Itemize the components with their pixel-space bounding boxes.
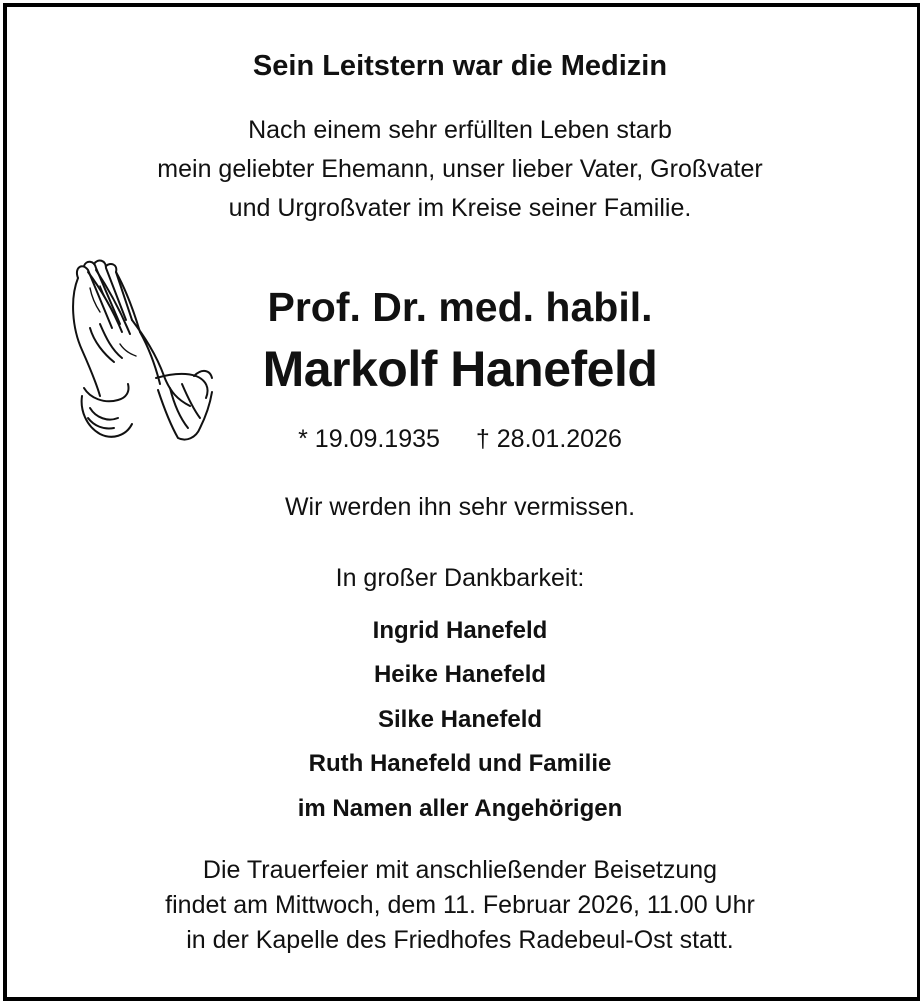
farewell-text: Wir werden ihn sehr vermissen. bbox=[284, 493, 636, 521]
mourner-3: Silke Hanefeld bbox=[377, 706, 543, 733]
funeral-line-1: Die Trauerfeier mit anschließender Beisetzung bbox=[202, 856, 718, 884]
funeral-line-3: in der Kapelle des Friedhofes Radebeul-Ost statt. bbox=[186, 926, 734, 954]
birth-date: * 19.09.1935 bbox=[298, 425, 440, 453]
mourner-2: Heike Hanefeld bbox=[373, 661, 547, 688]
funeral-line-2: findet am Mittwoch, dem 11. Februar 2026, 11.00 Uhr bbox=[165, 891, 755, 919]
intro-line-3: und Urgroßvater im Kreise seiner Familie. bbox=[228, 194, 692, 222]
mourner-5: im Namen aller Angehörigen bbox=[297, 795, 623, 822]
headline: Sein Leitstern war die Medizin bbox=[252, 50, 668, 82]
intro-line-2: mein geliebter Ehemann, unser lieber Vater, Großvater bbox=[157, 155, 763, 183]
mourner-1: Ingrid Hanefeld bbox=[372, 617, 548, 644]
deceased-name: Markolf Hanefeld bbox=[262, 341, 658, 397]
death-date: † 28.01.2026 bbox=[475, 425, 622, 453]
gratitude-label: In großer Dankbarkeit: bbox=[335, 564, 585, 592]
academic-title: Prof. Dr. med. habil. bbox=[267, 284, 653, 330]
life-dates bbox=[0, 425, 920, 454]
intro-line-1: Nach einem sehr erfüllten Leben starb bbox=[248, 116, 672, 144]
mourner-4: Ruth Hanefeld und Familie bbox=[308, 750, 612, 777]
